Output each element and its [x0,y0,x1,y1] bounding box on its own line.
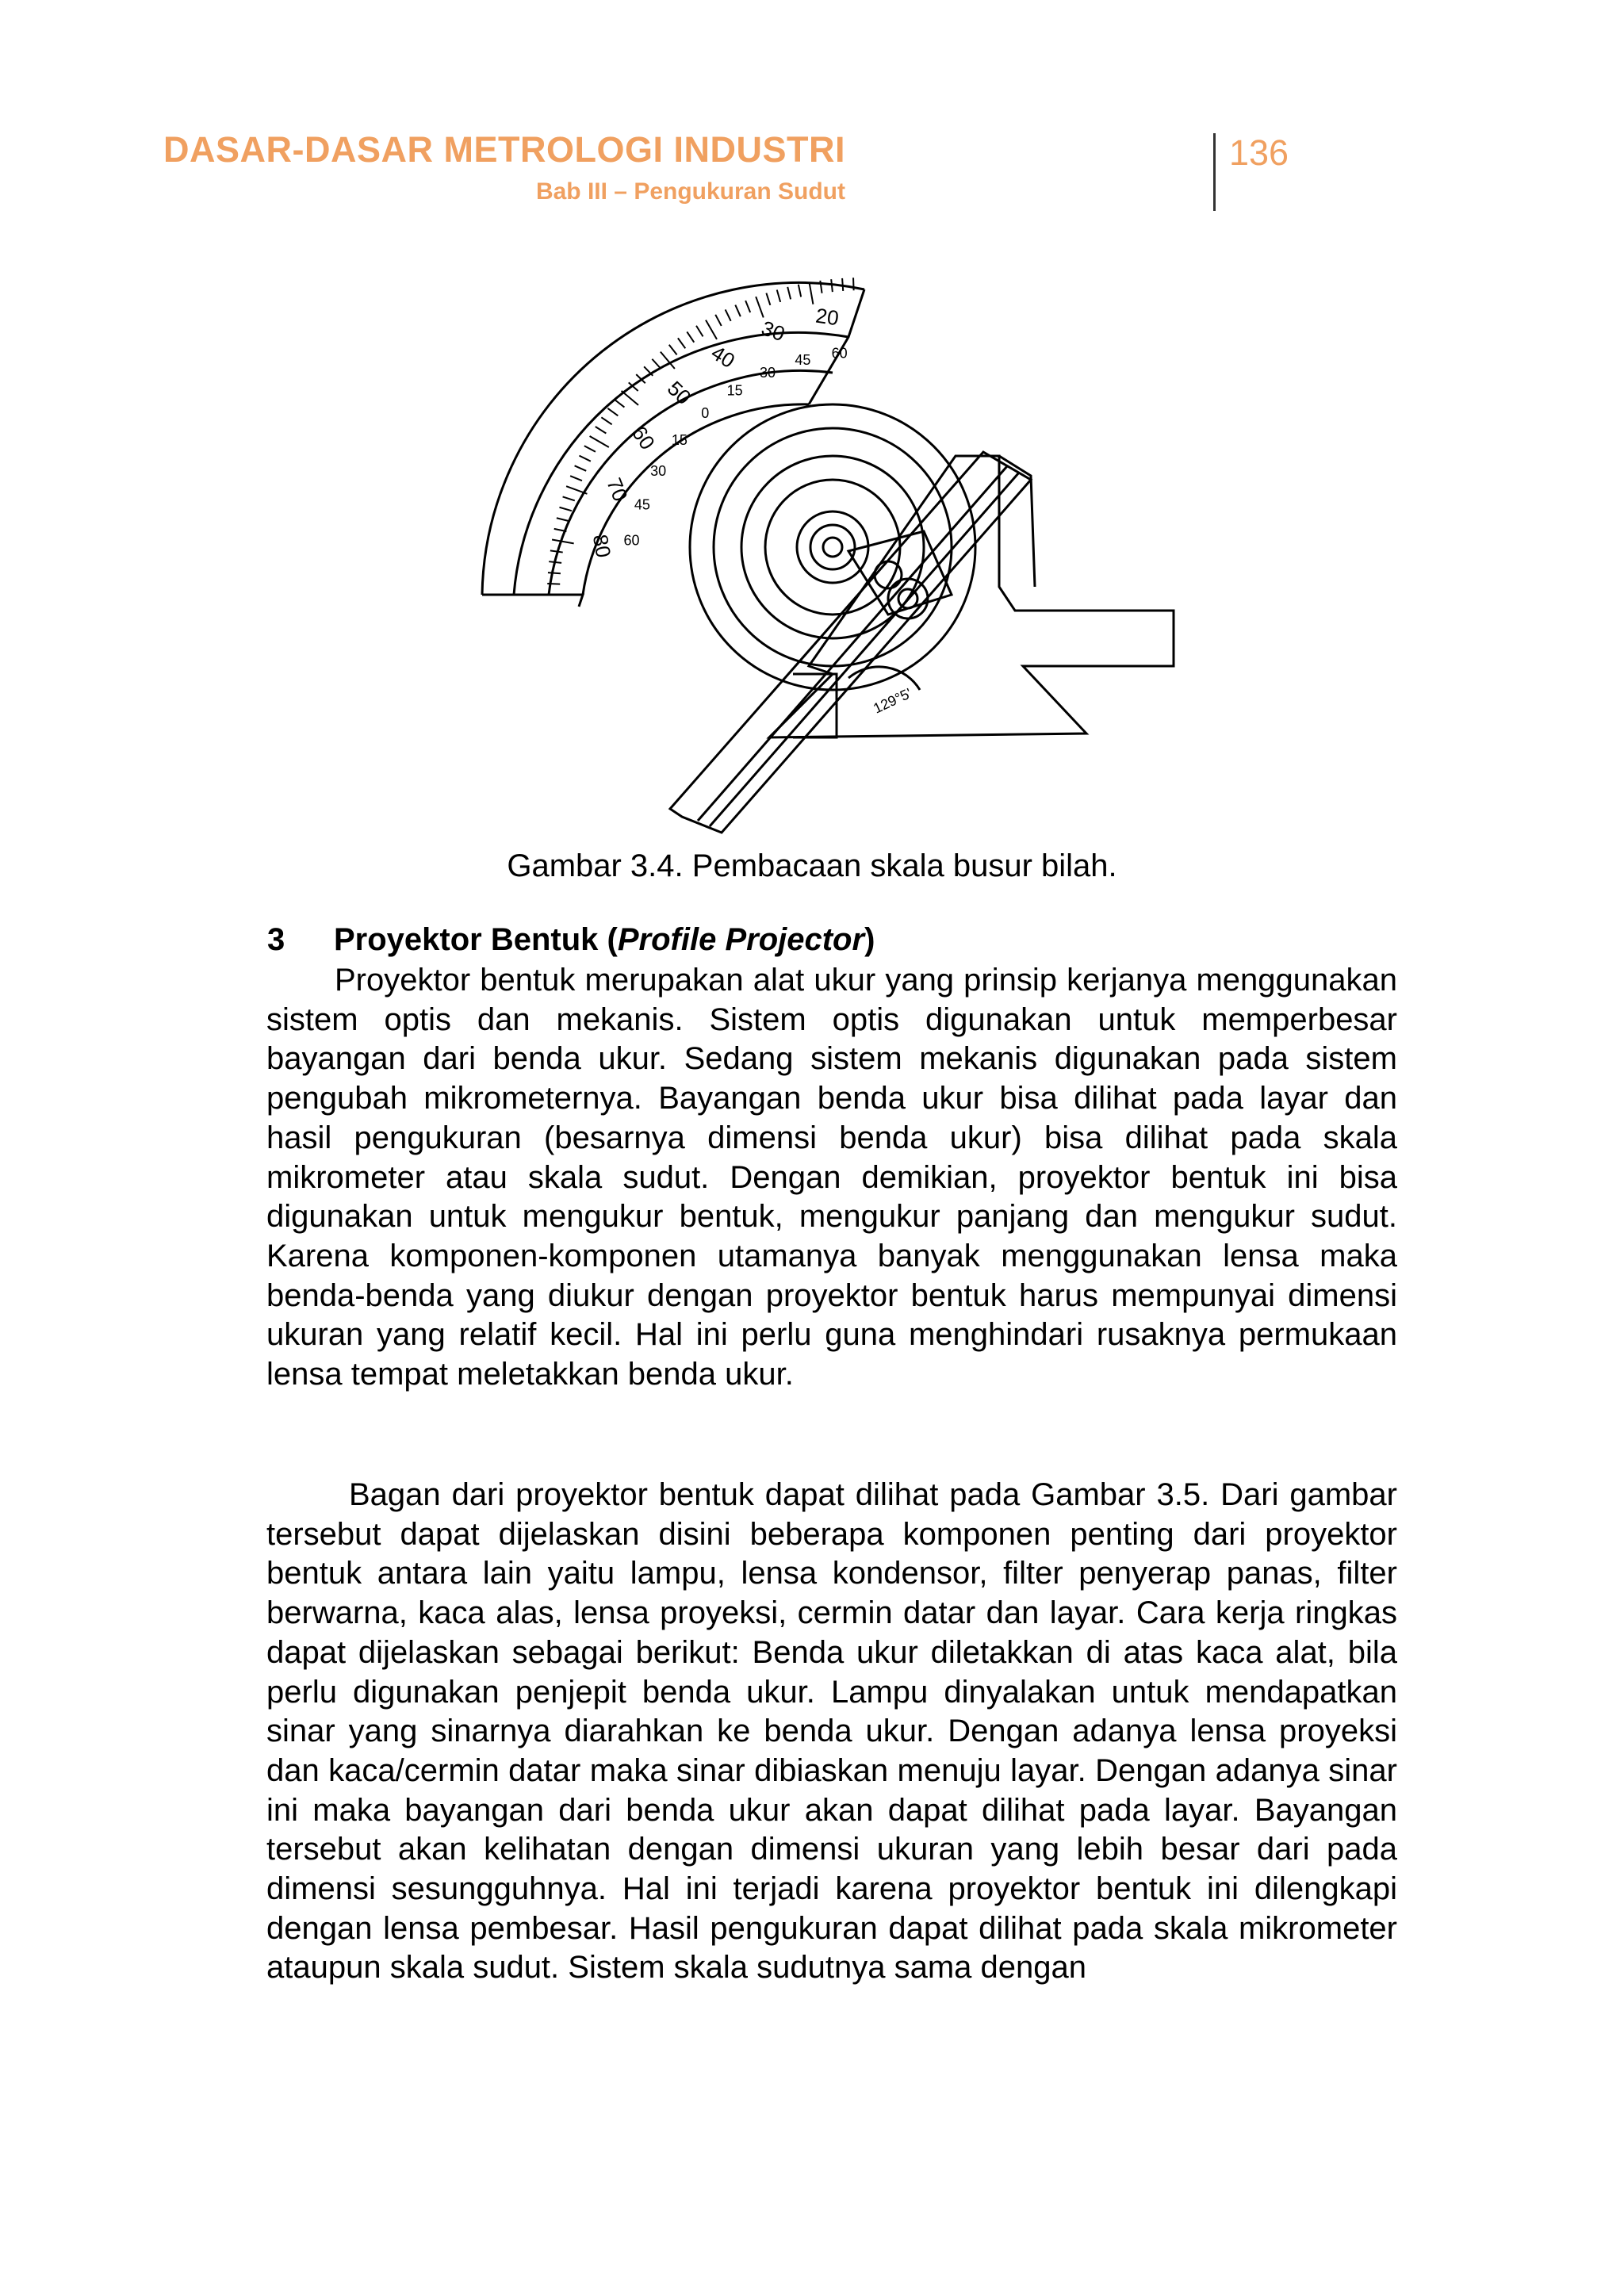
scale-tick [652,359,661,369]
vernier-label: 60 [623,532,640,549]
scale-tick [563,496,575,500]
section-title-suffix: ) [864,922,875,957]
scale-label: 50 [662,376,696,410]
scale-tick [853,278,854,290]
scale-tick [687,331,694,342]
scale-tick [584,446,596,452]
scale-tick [810,282,814,304]
scale-tick [552,540,574,544]
scale-tick [607,408,618,416]
protractor-blade [670,452,1031,833]
scale-tick [590,436,609,447]
body-paragraph: Bagan dari proyektor bentuk dapat dilihat pada Gambar 3.5. Dari gambar tersebut dapat dijelaskan disini beberapa komponen penting dari proyektor bentuk antara lain yaitu lampu, lensa kondensor, filter penyerap panas, filter berwarna, kaca alas, lensa proyeksi, cermin datar dan layar. Cara kerja ringkas dapat dijelaskan sebagai berikut: Benda ukur diletakkan di atas kaca alat, bila perlu digunakan penjepit benda ukur. Lampu dinyalakan untuk mendapatkan sinar yang sinarnya diarahkan ke benda ukur. Dengan adanya lensa proyeksi dan kaca/cermin datar maka sinar dibiaskan menuju layar. Dengan adanya sinar ini maka bayangan dari benda ukur akan dapat dilihat pada layar. Bayangan tersebut akan kelihatan dengan dimensi ukuran yang lebih besar dari pada dimensi sesungguhnya. Hal ini terjadi karena proyektor bentuk ini dilengkapi dengan lensa pembesar. Hasil pengukuran dapat dilihat pada skala mikrometer ataupun skala sudut. Sistem skala sudutnya sama dengan [266,1477,1397,1986]
blade-edge-line [698,466,1007,821]
scale-tick [566,486,587,494]
scale-tick [615,400,625,408]
pivot-center [823,538,842,557]
vernier-label: 30 [650,463,667,479]
scale-label: 30 [758,316,788,347]
scale-tick [549,561,561,563]
chapter-subtitle: Bab III – Pengukuran Sudut [535,178,845,205]
page-header [163,129,1300,210]
vernier-disc-core [765,480,900,615]
vernier-disc-outer [690,404,975,690]
body-paragraph: Proyektor bentuk merupakan alat ukur yang prinsip kerjanya menggunakan sistem optis dan mekanis. Sistem optis digunakan untuk memperbesar bayangan dari benda ukur. Sedang sistem mekanis digunakan pada sistem pengubah mikrometernya. Bayangan benda ukur bisa dilihat pada layar dan hasil pengukuran (besarnya dimensi benda ukur) bisa dilihat pada skala mikrometer atau skala sudut. Dengan demikian, proyektor bentuk ini bisa digunakan untuk mengukur bentuk, mengukur panjang dan mengukur sudut. Karena komponen-komponen utamanya banyak menggunakan lensa maka benda-benda yang diukur dengan proyektor bentuk harus mempunyai dimensi ukuran yang relatif kecil. Hal ini perlu guna menghindari rusaknya permukaan lensa tempat meletakkan benda ukur. [266,963,1397,1392]
arc-left-end [482,595,583,607]
scale-tick [622,391,638,405]
scale-tick [735,305,741,317]
scale-label: 70 [602,474,633,505]
vernier-label: 60 [831,345,848,362]
scale-tick [570,476,582,481]
scale-tick [669,345,677,355]
section-title-prefix: Proyektor Bentuk ( [334,922,618,957]
scale-tick [557,518,569,521]
scale-label: 40 [707,340,740,373]
scale-tick [706,320,717,339]
figure-caption: Gambar 3.4. Pembacaan skala busur bilah. [507,848,1117,883]
scale-tick [550,550,563,552]
scale-tick [766,293,770,305]
dial-reading-label: 129°5' [871,685,914,717]
vernier-label: 30 [759,364,776,381]
vernier-label: 45 [634,496,650,513]
bevel-protractor-figure [476,262,1189,848]
book-title: DASAR-DASAR METROLOGI INDUSTRI [163,129,845,170]
vernier-label: 45 [795,352,811,369]
scale-tick [842,278,843,291]
scale-label: 80 [588,532,616,560]
scale-label: 60 [626,421,660,454]
scale-tick [559,507,571,511]
scale-tick [799,285,801,297]
section-heading [267,922,875,958]
scale-tick [831,279,833,292]
scale-tick [726,309,731,320]
section-title-italic: Profile Projector [617,922,865,957]
scale-tick [601,417,611,424]
scale-tick [777,289,780,301]
pivot-outer [797,511,868,583]
blade-edge-line-2 [710,473,1019,826]
section-number: 3 [267,922,285,957]
scale-tick [787,287,791,300]
scale-tick [715,315,722,326]
scale-tick [579,456,590,461]
header-divider [1213,133,1216,211]
scale-label: 20 [814,303,841,331]
vernier-label: 15 [726,382,743,399]
scale-tick [756,297,764,317]
scale-tick [696,326,703,337]
scale-tick [745,301,750,312]
scale-tick [575,465,587,471]
scale-tick [596,427,607,433]
vernier-label: 15 [671,432,688,449]
page-number: 136 [1229,132,1289,173]
scale-tick [678,338,685,348]
vernier-label: 0 [701,405,710,422]
protractor-stock [769,456,1174,737]
pivot-inner [810,525,855,569]
